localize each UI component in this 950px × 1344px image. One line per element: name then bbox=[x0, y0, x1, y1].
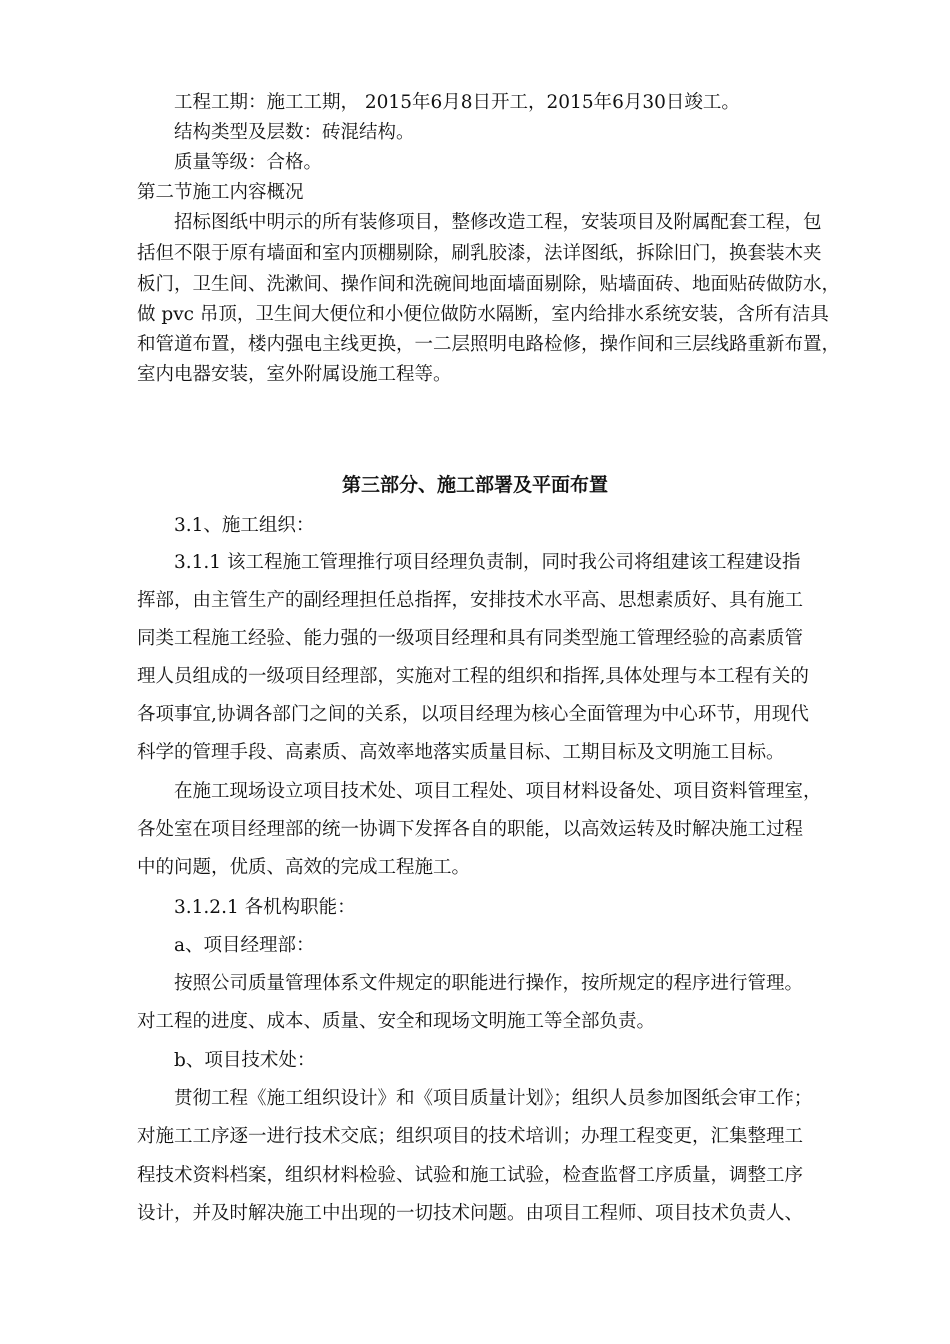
item-project-technical-office: b、项目技术处： bbox=[174, 1050, 316, 1071]
organization-paragraph-line: 3.1.1 该工程施工管理推行项目经理负责制，同时我公司将组建该工程建设指 bbox=[174, 552, 801, 573]
subsection-construction-organization: 3.1、施工组织： bbox=[174, 515, 315, 536]
site-offices-paragraph-line: 各处室在项目经理部的统一协调下发挥各自的职能，以高效运转及时解决施工过程 bbox=[137, 819, 804, 840]
organization-paragraph-line: 同类工程施工经验、能力强的一级项目经理和具有同类型施工管理经验的高素质管 bbox=[137, 628, 804, 649]
section-heading-construction-content: 第二节施工内容概况 bbox=[137, 182, 304, 203]
site-offices-paragraph-line: 在施工现场设立项目技术处、项目工程处、项目材料设备处、项目资料管理室， bbox=[174, 781, 822, 802]
organization-paragraph-line: 各项事宜,协调各部门之间的关系，以项目经理为核心全面管理为中心环节，用现代 bbox=[137, 704, 809, 725]
manager-department-paragraph-line: 对工程的进度、成本、质量、安全和现场文明施工等全部负责。 bbox=[137, 1011, 656, 1032]
construction-period-line: 工程工期：施工工期， 2015年6月8日开工，2015年6月30日竣工。 bbox=[174, 92, 740, 113]
technical-office-paragraph-line: 贯彻工程《施工组织设计》和《项目质量计划》；组织人员参加图纸会审工作； bbox=[174, 1088, 813, 1109]
organization-paragraph-line: 科学的管理手段、高素质、高效率地落实质量目标、工期目标及文明施工目标。 bbox=[137, 742, 785, 763]
content-paragraph-line: 室内电器安装，室外附属设施工程等。 bbox=[137, 364, 452, 385]
organization-paragraph-line: 挥部，由主管生产的副经理担任总指挥，安排技术水平高、思想素质好、具有施工 bbox=[137, 590, 804, 611]
technical-office-paragraph-line: 对施工工序逐一进行技术交底；组织项目的技术培训；办理工程变更，汇集整理工 bbox=[137, 1126, 804, 1147]
site-offices-paragraph-line: 中的问题，优质、高效的完成工程施工。 bbox=[137, 857, 471, 878]
content-paragraph-line: 括但不限于原有墙面和室内顶棚剔除，刷乳胶漆，法详图纸，拆除旧门，换套装木夹 bbox=[137, 243, 822, 264]
organization-paragraph-line: 理人员组成的一级项目经理部，实施对工程的组织和指挥,具体处理与本工程有关的 bbox=[137, 666, 809, 687]
structure-type-line: 结构类型及层数：砖混结构。 bbox=[174, 122, 415, 143]
item-project-manager-department: a、项目经理部： bbox=[174, 935, 315, 956]
content-paragraph-line: 招标图纸中明示的所有装修项目，整修改造工程，安装项目及附属配套工程，包 bbox=[174, 212, 822, 233]
technical-office-paragraph-line: 程技术资料档案，组织材料检验、试验和施工试验，检查监督工序质量，调整工序 bbox=[137, 1165, 804, 1186]
technical-office-paragraph-line: 设计，并及时解决施工中出现的一切技术问题。由项目工程师、项目技术负责人、 bbox=[137, 1203, 804, 1224]
part-three-title: 第三部分、施工部署及平面布置 bbox=[341, 474, 608, 496]
content-paragraph-line: 做 pvc 吊顶，卫生间大便位和小便位做防水隔断，室内给排水系统安装，含所有洁具 bbox=[137, 304, 829, 325]
subsection-agency-functions: 3.1.2.1 各机构职能： bbox=[174, 897, 356, 918]
quality-grade-line: 质量等级：合格。 bbox=[174, 152, 323, 173]
content-paragraph-line: 板门，卫生间、洗漱间、操作间和洗碗间地面墙面剔除，贴墙面砖、地面贴砖做防水， bbox=[137, 274, 841, 295]
manager-department-paragraph-line: 按照公司质量管理体系文件规定的职能进行操作，按所规定的程序进行管理。 bbox=[174, 973, 804, 994]
content-paragraph-line: 和管道布置，楼内强电主线更换，一二层照明电路检修，操作间和三层线路重新布置， bbox=[137, 334, 841, 355]
